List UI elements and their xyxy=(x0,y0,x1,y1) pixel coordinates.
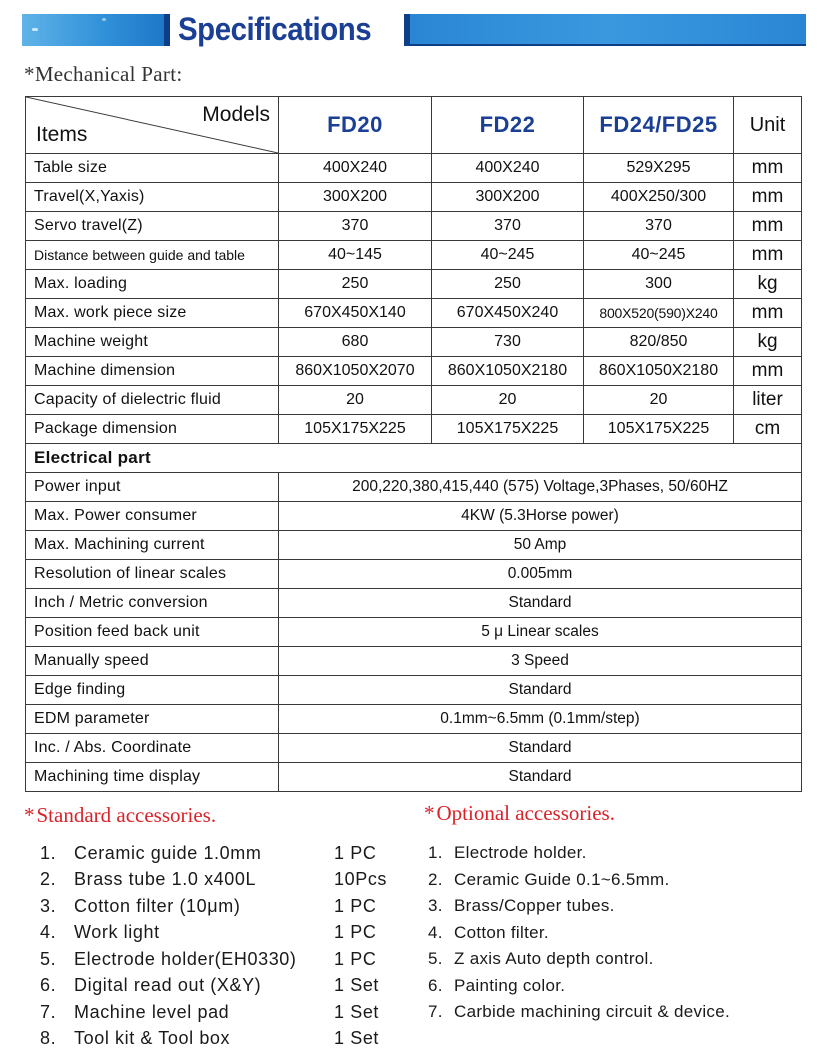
row-value-fd24-fd25: 300 xyxy=(584,270,734,299)
item-name: Digital read out (X&Y) xyxy=(74,975,262,996)
row-item-label: EDM parameter xyxy=(26,705,279,734)
row-value-fd20: 20 xyxy=(279,386,432,415)
item-name: Z axis Auto depth control. xyxy=(454,949,654,969)
table-row xyxy=(26,212,802,241)
item-number: 1. xyxy=(428,843,443,863)
row-value-fd24-fd25: 800X520(590)X240 xyxy=(584,299,734,328)
item-number: 8. xyxy=(40,1028,57,1049)
row-value: 3 Speed xyxy=(279,647,802,676)
table-row xyxy=(26,415,802,444)
banner-spark xyxy=(102,18,106,21)
model-fd22: FD22 xyxy=(432,97,584,154)
row-value: 50 Amp xyxy=(279,531,802,560)
table-row xyxy=(26,589,802,618)
list-item xyxy=(40,840,420,867)
row-value-fd22: 250 xyxy=(432,270,584,299)
item-name: Brass/Copper tubes. xyxy=(454,896,615,916)
table-row xyxy=(26,357,802,386)
table-row xyxy=(26,647,802,676)
row-value-fd24-fd25: 40~245 xyxy=(584,241,734,270)
item-name: Cotton filter. xyxy=(454,922,549,942)
list-item xyxy=(40,1026,420,1053)
row-item-label: Distance between guide and table xyxy=(26,241,279,270)
row-item-label: Max. work piece size xyxy=(26,299,279,328)
table-row xyxy=(26,705,802,734)
list-item xyxy=(40,973,420,1000)
table-row xyxy=(26,676,802,705)
row-value-fd22: 860X1050X2180 xyxy=(432,357,584,386)
row-value-fd20: 250 xyxy=(279,270,432,299)
list-item xyxy=(428,867,808,894)
row-value: 4KW (5.3Horse power) xyxy=(279,502,802,531)
table-row xyxy=(26,531,802,560)
row-value-fd24-fd25: 370 xyxy=(584,212,734,241)
list-item xyxy=(428,946,808,973)
item-quantity: 1 Set xyxy=(334,1028,380,1049)
row-item-label: Inc. / Abs. Coordinate xyxy=(26,734,279,763)
header-banner-right xyxy=(404,14,806,46)
electrical-section-row xyxy=(26,444,802,473)
row-item-label: Power input xyxy=(26,473,279,502)
item-name: Electrode holder. xyxy=(454,843,587,863)
asterisk-icon: * xyxy=(24,803,35,827)
asterisk-icon: * xyxy=(424,801,435,825)
items-label: Items xyxy=(36,123,88,146)
item-name: Tool kit & Tool box xyxy=(74,1028,231,1049)
row-value-fd24-fd25: 105X175X225 xyxy=(584,415,734,444)
table-header-row xyxy=(26,97,802,154)
model-fd24-fd25: FD24/FD25 xyxy=(584,97,734,154)
row-value-fd22: 40~245 xyxy=(432,241,584,270)
table-row xyxy=(26,763,802,792)
row-value-fd20: 370 xyxy=(279,212,432,241)
row-item-label: Inch / Metric conversion xyxy=(26,589,279,618)
row-value-fd24-fd25: 820/850 xyxy=(584,328,734,357)
standard-accessories-list xyxy=(40,840,420,1052)
list-item xyxy=(428,840,808,867)
optional-accessories-title: Optional accessories. xyxy=(436,801,615,825)
row-value-fd20: 670X450X140 xyxy=(279,299,432,328)
item-number: 4. xyxy=(428,922,443,942)
row-value: Standard xyxy=(279,734,802,763)
table-row xyxy=(26,473,802,502)
row-item-label: Machine dimension xyxy=(26,357,279,386)
list-item xyxy=(428,920,808,947)
item-number: 3. xyxy=(40,895,57,916)
row-item-label: Position feed back unit xyxy=(26,618,279,647)
row-value-fd20: 300X200 xyxy=(279,183,432,212)
item-quantity: 1 PC xyxy=(334,842,377,863)
item-quantity: 1 PC xyxy=(334,948,377,969)
row-value: Standard xyxy=(279,589,802,618)
item-quantity: 1 Set xyxy=(334,975,380,996)
row-item-label: Travel(X,Yaxis) xyxy=(26,183,279,212)
table-row xyxy=(26,328,802,357)
header-banner-left xyxy=(22,14,170,46)
table-row xyxy=(26,183,802,212)
list-item xyxy=(40,920,420,947)
list-item xyxy=(428,893,808,920)
row-value-fd22: 670X450X240 xyxy=(432,299,584,328)
optional-accessories-heading xyxy=(424,801,615,826)
electrical-rows xyxy=(26,473,802,792)
row-item-label: Resolution of linear scales xyxy=(26,560,279,589)
row-value-fd24-fd25: 400X250/300 xyxy=(584,183,734,212)
item-number: 2. xyxy=(40,869,57,890)
table-row xyxy=(26,299,802,328)
row-value-fd20: 860X1050X2070 xyxy=(279,357,432,386)
row-value-fd24-fd25: 20 xyxy=(584,386,734,415)
item-number: 1. xyxy=(40,842,57,863)
specifications-table xyxy=(25,96,802,792)
row-value: 200,220,380,415,440 (575) Voltage,3Phases, 50/60HZ xyxy=(279,473,802,502)
page-title: Specifications xyxy=(178,11,372,47)
row-value-fd20: 105X175X225 xyxy=(279,415,432,444)
models-label: Models xyxy=(202,103,270,126)
list-item xyxy=(40,999,420,1026)
table-row xyxy=(26,734,802,763)
item-name: Work light xyxy=(74,922,160,943)
item-quantity: 1 Set xyxy=(334,1001,380,1022)
table-row xyxy=(26,270,802,299)
item-name: Cotton filter (10μm) xyxy=(74,895,241,916)
row-unit: mm xyxy=(734,241,802,270)
item-quantity: 10Pcs xyxy=(334,869,388,890)
row-item-label: Machining time display xyxy=(26,763,279,792)
row-unit: kg xyxy=(734,328,802,357)
item-name: Ceramic Guide 0.1~6.5mm. xyxy=(454,869,670,889)
row-unit: mm xyxy=(734,212,802,241)
row-unit: kg xyxy=(734,270,802,299)
row-value-fd24-fd25: 529X295 xyxy=(584,154,734,183)
row-item-label: Manually speed xyxy=(26,647,279,676)
row-unit: mm xyxy=(734,183,802,212)
row-value-fd22: 300X200 xyxy=(432,183,584,212)
list-item xyxy=(40,893,420,920)
item-name: Carbide machining circuit & device. xyxy=(454,1002,731,1022)
mechanical-section-title: Mechanical Part: xyxy=(34,62,183,86)
row-item-label: Package dimension xyxy=(26,415,279,444)
item-number: 3. xyxy=(428,896,443,916)
table-row xyxy=(26,560,802,589)
row-item-label: Max. Power consumer xyxy=(26,502,279,531)
item-number: 5. xyxy=(428,949,443,969)
item-number: 6. xyxy=(40,975,57,996)
row-value: 5 μ Linear scales xyxy=(279,618,802,647)
row-unit: cm xyxy=(734,415,802,444)
row-item-label: Max. Machining current xyxy=(26,531,279,560)
standard-accessories-heading xyxy=(24,803,216,828)
model-fd20: FD20 xyxy=(279,97,432,154)
row-item-label: Table size xyxy=(26,154,279,183)
item-number: 4. xyxy=(40,922,57,943)
row-value: 0.005mm xyxy=(279,560,802,589)
item-number: 7. xyxy=(428,1002,443,1022)
row-value-fd20: 400X240 xyxy=(279,154,432,183)
header-diagonal-cell xyxy=(26,97,279,154)
row-value-fd22: 105X175X225 xyxy=(432,415,584,444)
optional-accessories-list xyxy=(428,840,808,1026)
item-quantity: 1 PC xyxy=(334,895,377,916)
row-value: Standard xyxy=(279,676,802,705)
list-item xyxy=(428,999,808,1026)
row-item-label: Servo travel(Z) xyxy=(26,212,279,241)
row-value-fd24-fd25: 860X1050X2180 xyxy=(584,357,734,386)
row-value-fd20: 680 xyxy=(279,328,432,357)
row-value-fd22: 370 xyxy=(432,212,584,241)
table-row xyxy=(26,502,802,531)
row-value-fd22: 400X240 xyxy=(432,154,584,183)
electrical-section-title: Electrical part xyxy=(26,444,802,473)
row-value-fd22: 730 xyxy=(432,328,584,357)
item-number: 2. xyxy=(428,869,443,889)
item-number: 5. xyxy=(40,948,57,969)
row-item-label: Max. loading xyxy=(26,270,279,299)
row-value: Standard xyxy=(279,763,802,792)
table-row xyxy=(26,154,802,183)
mechanical-section-heading xyxy=(24,62,182,87)
row-item-label: Edge finding xyxy=(26,676,279,705)
banner-spark xyxy=(32,28,38,31)
standard-accessories-title: Standard accessories. xyxy=(36,803,217,827)
row-unit: mm xyxy=(734,154,802,183)
row-item-label: Capacity of dielectric fluid xyxy=(26,386,279,415)
row-value-fd20: 40~145 xyxy=(279,241,432,270)
list-item xyxy=(40,946,420,973)
row-unit: mm xyxy=(734,357,802,386)
table-row xyxy=(26,618,802,647)
row-value: 0.1mm~6.5mm (0.1mm/step) xyxy=(279,705,802,734)
row-unit: liter xyxy=(734,386,802,415)
list-item xyxy=(40,867,420,894)
item-number: 6. xyxy=(428,975,443,995)
asterisk-icon: * xyxy=(24,62,35,86)
item-name: Painting color. xyxy=(454,975,566,995)
row-unit: mm xyxy=(734,299,802,328)
item-name: Machine level pad xyxy=(74,1001,230,1022)
item-name: Ceramic guide 1.0mm xyxy=(74,842,262,863)
mechanical-rows xyxy=(26,154,802,444)
item-number: 7. xyxy=(40,1001,57,1022)
item-name: Brass tube 1.0 x400L xyxy=(74,869,257,890)
row-item-label: Machine weight xyxy=(26,328,279,357)
row-value-fd22: 20 xyxy=(432,386,584,415)
table-row xyxy=(26,241,802,270)
item-quantity: 1 PC xyxy=(334,922,377,943)
item-name: Electrode holder(EH0330) xyxy=(74,948,297,969)
table-row xyxy=(26,386,802,415)
list-item xyxy=(428,973,808,1000)
unit-header: Unit xyxy=(734,97,802,154)
